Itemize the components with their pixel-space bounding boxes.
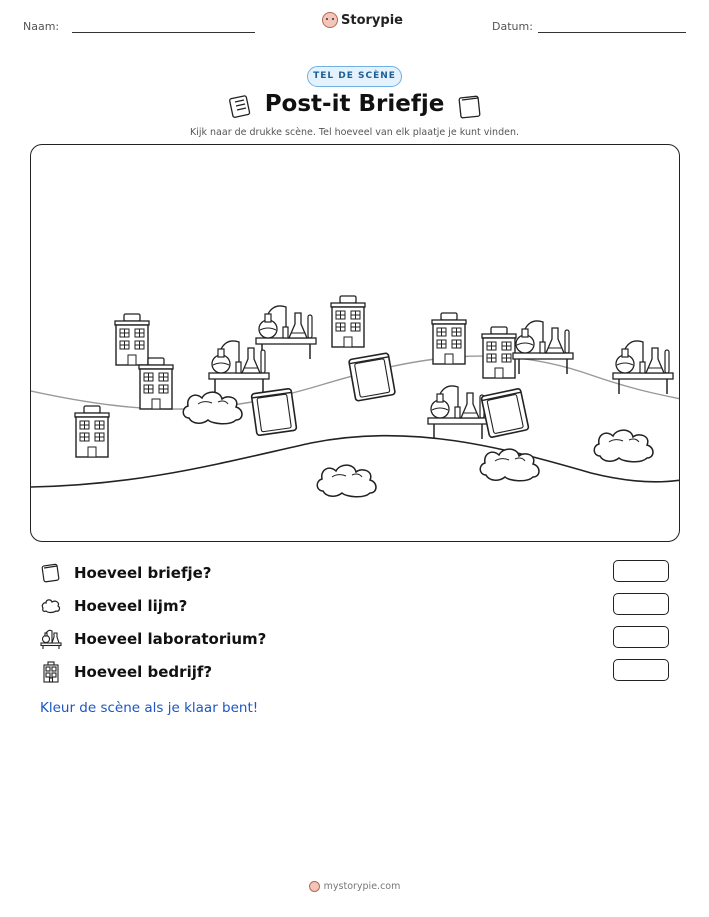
footer-site xyxy=(0,881,709,892)
brand-name: Storypie xyxy=(341,12,403,28)
counting-scene xyxy=(30,144,680,542)
answer-box-sticky-note[interactable] xyxy=(613,560,669,582)
building-item xyxy=(75,406,109,457)
name-label: Naam: xyxy=(23,20,60,33)
glue-item xyxy=(183,392,242,424)
brand-logo xyxy=(322,12,403,28)
sticky-note-icon xyxy=(457,94,483,120)
glue-icon xyxy=(40,595,62,617)
page-title: Post-it Briefje xyxy=(264,91,445,117)
sticky-note-icon xyxy=(40,562,62,584)
laboratory-item xyxy=(428,386,488,439)
question-text: Hoeveel lijm? xyxy=(74,597,188,615)
sticky-note-item xyxy=(481,388,529,437)
answer-box-building[interactable] xyxy=(613,659,669,681)
laboratory-icon xyxy=(40,628,62,650)
building-item xyxy=(482,327,516,378)
question-text: Hoeveel bedrijf? xyxy=(74,663,213,681)
question-text: Hoeveel laboratorium? xyxy=(74,630,267,648)
date-label: Datum: xyxy=(492,20,533,33)
building-item xyxy=(139,358,173,409)
building-item xyxy=(432,313,466,364)
question-row-sticky-note xyxy=(40,561,212,585)
coloring-note: Kleur de scène als je klaar bent! xyxy=(40,700,259,716)
building-item xyxy=(331,296,365,347)
answer-box-laboratory[interactable] xyxy=(613,626,669,648)
name-line[interactable] xyxy=(72,32,255,33)
activity-badge: TEL DE SCÈNE xyxy=(307,66,402,87)
question-row-laboratory xyxy=(40,627,266,651)
laboratory-item xyxy=(209,341,269,394)
glue-item xyxy=(317,465,376,497)
sticky-note-item xyxy=(349,353,396,401)
building-icon xyxy=(40,661,62,683)
storypie-logo-icon xyxy=(322,12,338,28)
question-row-building xyxy=(40,660,212,684)
question-text: Hoeveel briefje? xyxy=(74,564,212,582)
question-row-glue xyxy=(40,594,187,618)
sticky-note-item xyxy=(251,388,296,435)
glue-item xyxy=(594,430,653,462)
building-item xyxy=(115,314,149,365)
laboratory-item xyxy=(613,341,673,394)
site-url: mystorypie.com xyxy=(323,881,401,892)
instructions: Kijk naar de drukke scène. Tel hoeveel van elk plaatje je kunt vinden. xyxy=(190,127,519,138)
glue-item xyxy=(480,449,539,481)
answer-box-glue[interactable] xyxy=(613,593,669,615)
storypie-logo-icon xyxy=(309,881,320,892)
date-line[interactable] xyxy=(538,32,686,33)
